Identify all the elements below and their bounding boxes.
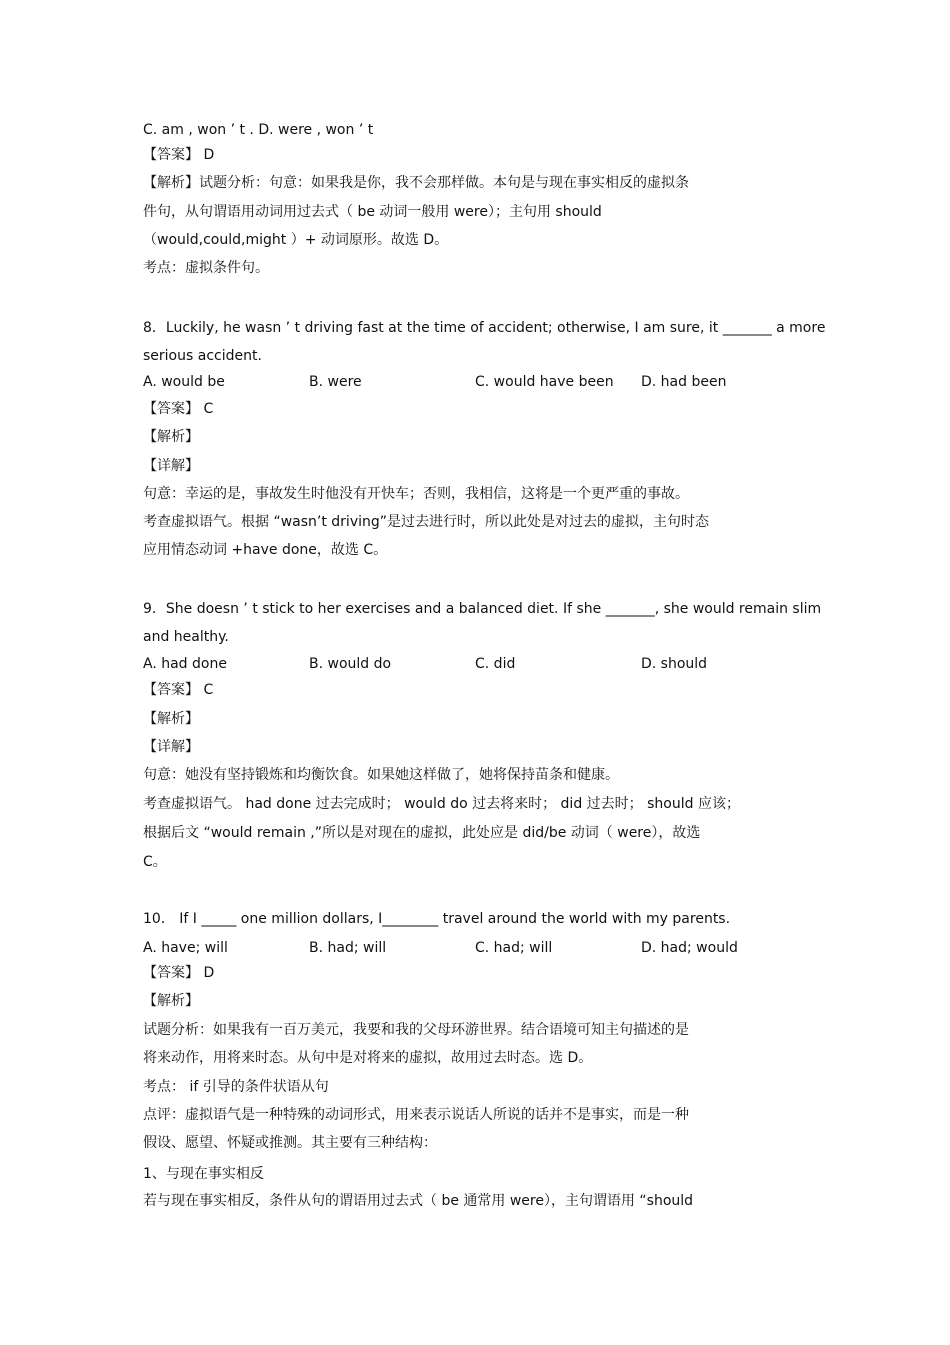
q7-kaodian: 考点：虚拟条件句。 bbox=[143, 260, 269, 276]
q10-option-a: A. have; will bbox=[143, 940, 228, 956]
q9-stem-line-2: and healthy. bbox=[143, 629, 229, 645]
q8-stem-line-2: serious accident. bbox=[143, 348, 262, 364]
q9-explanation-line-1: 句意：她没有坚持锻炼和均衡饮食。如果她这样做了，她将保持苗条和健康。 bbox=[143, 767, 619, 783]
q9-xiangjie-label: 【详解】 bbox=[143, 739, 199, 755]
q10-option-b: B. had; will bbox=[309, 940, 387, 956]
q10-stem: 10． If I _____ one million dollars, I________ travel around the world with my parents. bbox=[143, 911, 731, 927]
q8-explanation-line-2: 考查虚拟语气。根据 “wasn’t driving”是过去进行时，所以此处是对过去的虚拟，主句时态 bbox=[143, 514, 710, 530]
q10-option-d: D. had; would bbox=[641, 940, 738, 956]
q8-explanation-line-1: 句意：幸运的是，事故发生时他没有开快车；否则，我相信，这将是一个更严重的事故。 bbox=[143, 486, 689, 502]
q9-option-d: D. should bbox=[641, 656, 708, 672]
q7-options-line: C. am , won ’ t . D. were , won ’ t bbox=[143, 122, 374, 138]
q8-answer: 【答案】 C bbox=[143, 401, 214, 417]
q8-option-a: A. would be bbox=[143, 374, 225, 390]
q8-option-c: C. would have been bbox=[475, 374, 614, 390]
q10-jiexi-label: 【解析】 bbox=[143, 993, 199, 1009]
q7-analysis-line-2: 件句，从句谓语用动词用过去式（ be 动词一般用 were）；主句用 should bbox=[143, 204, 602, 220]
q9-explanation-line-3: 根据后文 “would remain ,”所以是对现在的虚拟，此处应是 did/be 动词（ were），故选 bbox=[143, 825, 701, 841]
q8-explanation-line-3: 应用情态动词 +have done，故选 C。 bbox=[143, 542, 388, 558]
q9-explanation-line-2: 考查虚拟语气。 had done 过去完成时； would do 过去将来时； did 过去时； should 应该； bbox=[143, 796, 740, 812]
q8-stem-line-1: 8．Luckily, he wasn ’ t driving fast at the time of accident; otherwise, I am sure, it _______ a more bbox=[143, 320, 826, 336]
q10-dianping-line-1: 点评：虚拟语气是一种特殊的动词形式，用来表示说话人所说的话并不是事实，而是一种 bbox=[143, 1107, 689, 1123]
q8-option-d: D. had been bbox=[641, 374, 727, 390]
q10-option-c: C. had; will bbox=[475, 940, 553, 956]
q10-point-1-heading: 1、与现在事实相反 bbox=[143, 1166, 264, 1182]
q9-option-b: B. would do bbox=[309, 656, 392, 672]
q10-analysis-line-1: 试题分析：如果我有一百万美元，我要和我的父母环游世界。结合语境可知主句描述的是 bbox=[143, 1022, 689, 1038]
q8-jiexi-label: 【解析】 bbox=[143, 429, 199, 445]
q9-stem-line-1: 9．She doesn ’ t stick to her exercises and a balanced diet. If she _______, she would remain slim bbox=[143, 601, 822, 617]
q9-explanation-line-4: C。 bbox=[143, 854, 167, 870]
q10-analysis-line-2: 将来动作，用将来时态。从句中是对将来的虚拟，故用过去时态。选 D。 bbox=[143, 1050, 593, 1066]
q10-answer: 【答案】 D bbox=[143, 965, 215, 981]
q9-option-c: C. did bbox=[475, 656, 516, 672]
q8-xiangjie-label: 【详解】 bbox=[143, 458, 199, 474]
q9-jiexi-label: 【解析】 bbox=[143, 711, 199, 727]
q10-point-1-description: 若与现在事实相反，条件从句的谓语用过去式（ be 通常用 were），主句谓语用 “should bbox=[143, 1193, 694, 1209]
q10-kaodian: 考点： if 引导的条件状语从句 bbox=[143, 1079, 329, 1095]
q8-option-b: B. were bbox=[309, 374, 362, 390]
q9-option-a: A. had done bbox=[143, 656, 227, 672]
q9-answer: 【答案】 C bbox=[143, 682, 214, 698]
q7-answer: 【答案】 D bbox=[143, 147, 215, 163]
q10-dianping-line-2: 假设、愿望、怀疑或推测。其主要有三种结构： bbox=[143, 1135, 437, 1151]
q7-analysis-line-3: （would,could,might ）+ 动词原形。故选 D。 bbox=[143, 232, 449, 248]
q7-analysis-line-1: 【解析】试题分析：句意：如果我是你，我不会那样做。本句是与现在事实相反的虚拟条 bbox=[143, 175, 689, 191]
